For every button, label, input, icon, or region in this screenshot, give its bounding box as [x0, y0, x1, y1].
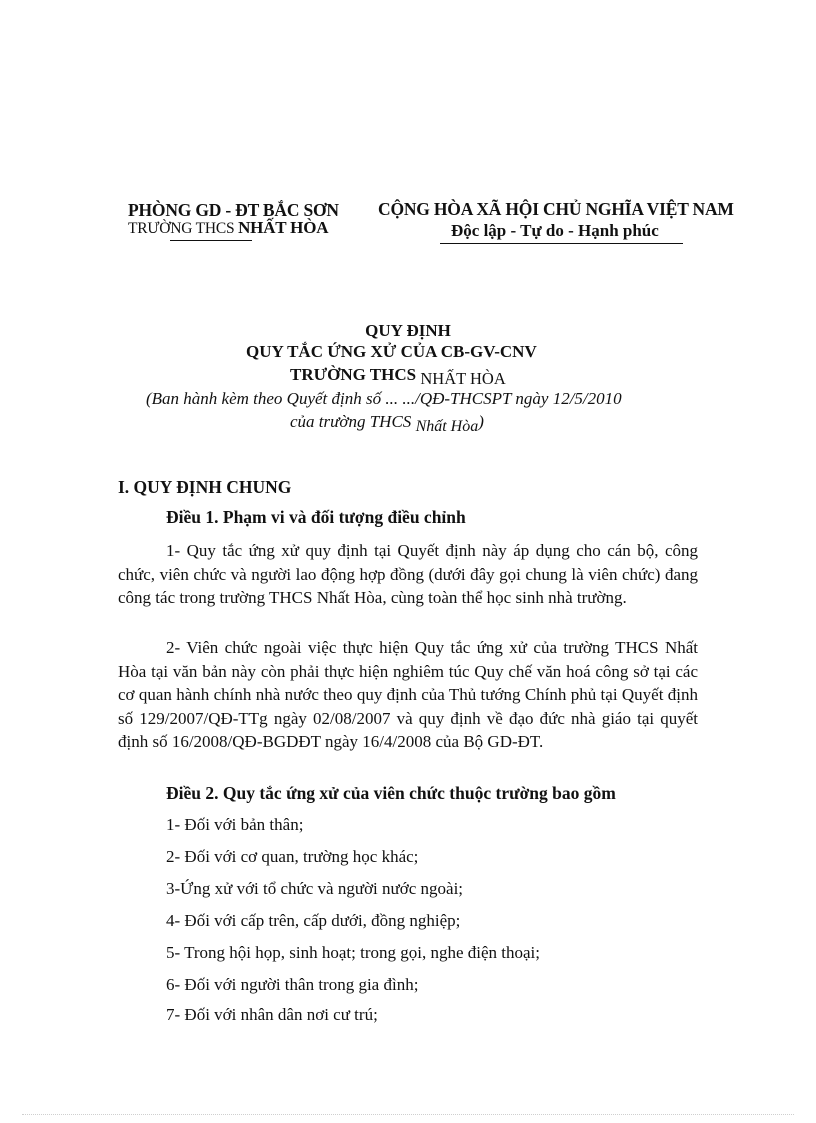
page-bottom-divider	[22, 1114, 794, 1115]
article-2-heading: Điều 2. Quy tắc ứng xử của viên chức thuộc trường bao gồm	[166, 783, 616, 803]
issuance-note-school	[290, 412, 484, 435]
issuance-school-name: Nhất Hòa	[415, 418, 479, 435]
issuance-close-paren: )	[478, 412, 484, 431]
list-item: 7- Đối với nhân dân nơi cư trú;	[166, 1005, 378, 1024]
national-title: CỘNG HÒA XÃ HỘI CHỦ NGHĨA VIỆT NAM	[378, 199, 734, 219]
school-prefix: TRƯỜNG THCS	[128, 220, 239, 237]
section-heading: I. QUY ĐỊNH CHUNG	[118, 477, 292, 497]
doc-school-name: NHẤT HÒA	[420, 369, 506, 388]
doc-school-line	[290, 365, 506, 388]
list-item: 6- Đối với người thân trong gia đình;	[166, 975, 419, 994]
article-1-paragraph-2: 2- Viên chức ngoài việc thực hiện Quy tắc ứng xử của trường THCS Nhất Hòa tại văn bản này còn phải thực hiện nghiêm túc Quy chế văn hoá công sở tại các cơ quan hành chính nhà nước theo quy định của Thủ tướng Chính phủ tại Quyết định số 129/2007/QĐ-TTg ngày 02/08/2007 và quy định về đạo đức nhà giáo tại quyết định số 16/2008/QĐ-BGDĐT ngày 16/4/2008 của Bộ GD-ĐT.	[118, 638, 698, 751]
school-underline	[170, 240, 252, 241]
article-1-heading: Điều 1. Phạm vi và đối tượng điều chỉnh	[166, 507, 466, 527]
list-item: 4- Đối với cấp trên, cấp dưới, đồng nghiệp;	[166, 911, 461, 930]
department-name: PHÒNG GD - ĐT BẮC SƠN	[128, 200, 339, 220]
article-1-paragraph-1: 1- Quy tắc ứng xử quy định tại Quyết định này áp dụng cho cán bộ, công chức, viên chức và người lao động hợp đồng (dưới đây gọi chung là viên chức) đang công tác trong trường THCS Nhất Hòa, cùng toàn thể học sinh nhà trường.	[118, 541, 698, 607]
list-item: 2- Đối với cơ quan, trường học khác;	[166, 847, 419, 866]
doc-title: QUY ĐỊNH	[365, 321, 451, 340]
list-item: 5- Trong hội họp, sinh hoạt; trong gọi, nghe điện thoại;	[166, 943, 540, 962]
school-name	[128, 218, 328, 238]
school-name-bold: NHẤT HÒA	[238, 218, 329, 237]
list-item: 1- Đối với bản thân;	[166, 815, 304, 834]
doc-subtitle: QUY TẮC ỨNG XỬ CỦA CB-GV-CNV	[246, 342, 537, 361]
issuance-note: (Ban hành kèm theo Quyết định số ... .../QĐ-THCSPT ngày 12/5/2010	[146, 389, 622, 408]
doc-school-prefix: TRƯỜNG THCS	[290, 365, 421, 384]
issuance-school-prefix: của trường THCS	[290, 412, 416, 431]
national-motto: Độc lập - Tự do - Hạnh phúc	[451, 221, 659, 240]
motto-underline	[440, 243, 683, 244]
list-item: 3-Ứng xử với tổ chức và người nước ngoài;	[166, 879, 464, 898]
